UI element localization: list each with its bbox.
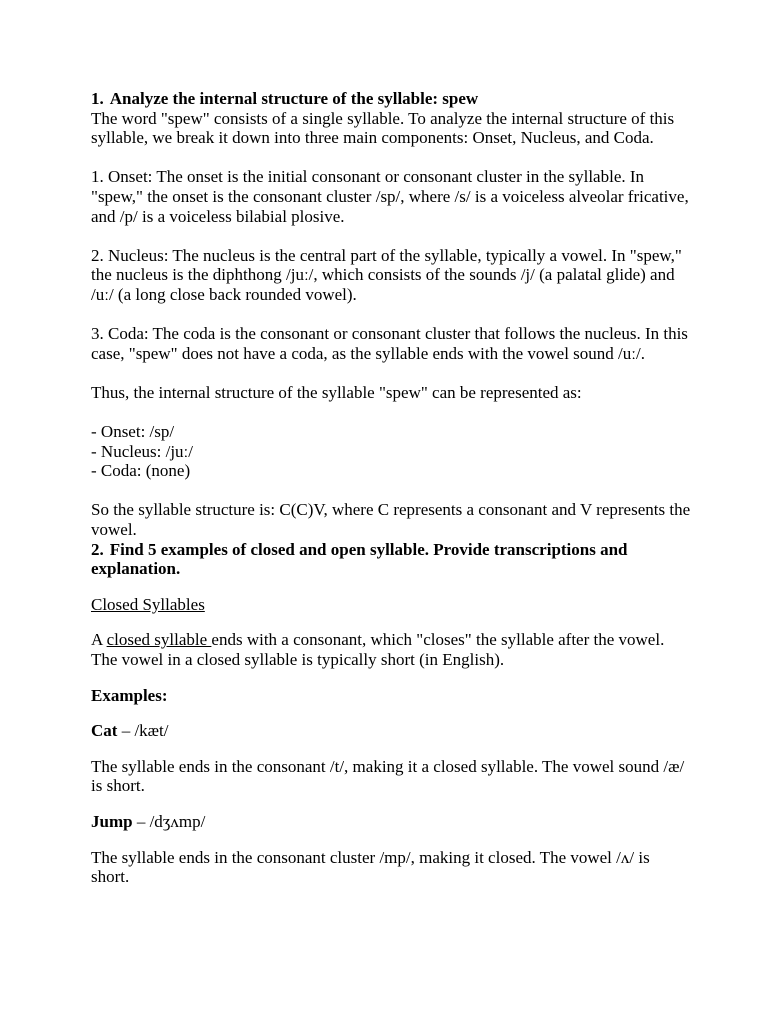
section2-heading-text: Find 5 examples of closed and open syllable. Provide transcriptions and explanation. [91,539,628,579]
coda-paragraph: 3. Coda: The coda is the consonant or consonant cluster that follows the nucleus. In this case, "spew" does not have a coda, as the syllable ends with the vowel sound /uː/. [91,324,688,363]
example-cat [91,721,691,741]
definition-term: closed syllable [106,630,212,650]
thus-paragraph: Thus, the internal structure of the syllable "spew" can be represented as: [91,382,582,402]
onset-paragraph: 1. Onset: The onset is the initial consonant or consonant cluster in the syllable. In "spew," the onset is the consonant cluster /sp/, where /s/ is a voiceless alveolar fricative, and /p/ is a voiceless bilabial plosive. [91,167,689,226]
summary-paragraph: So the syllable structure is: C(C)V, where C represents a consonant and V represents the vowel. [91,500,691,540]
list-item-onset: - Onset: /sp/ [91,422,175,442]
list-item-nucleus: - Nucleus: /juː/ [91,441,193,461]
nucleus-paragraph: 2. Nucleus: The nucleus is the central part of the syllable, typically a vowel. In "spew," the nucleus is the diphthong /juː/, which consists of the sounds /j/ (a palatal glide) and /uː/ (a long close back rounded vowel). [91,245,682,304]
document-page [91,89,691,887]
example-jump-transcription: – /dʒʌmp/ [132,812,206,831]
section1-heading [91,89,691,109]
section1-heading-text: Analyze the internal structure of the syllable: spew [109,89,479,108]
example-jump [91,812,691,832]
closed-syllables-subheading [91,595,691,615]
closed-syllables-subheading-text: Closed Syllables [91,594,205,614]
example-cat-transcription: – /kæt/ [117,721,169,741]
example-jump-explanation: The syllable ends in the consonant cluster /mp/, making it closed. The vowel /ʌ/ is short. [91,847,650,887]
list-item-coda: - Coda: (none) [91,461,191,481]
section1-number: 1. [91,89,104,108]
definition-rest: ends with a consonant, which "closes" the syllable after the vowel. The vowel in a closed syllable is typically short (in English). [91,630,665,670]
examples-label: Examples: [91,685,168,705]
section1-intro: The word "spew" consists of a single syllable. To analyze the internal structure of this syllable, we break it down into three main components: Onset, Nucleus, and Coda. [91,108,675,148]
example-jump-word: Jump [91,812,133,831]
closed-syllable-definition [91,630,691,669]
example-cat-word: Cat [91,721,118,741]
section2-number: 2. [91,539,104,559]
section2-heading [91,540,691,579]
example-cat-explanation: The syllable ends in the consonant /t/, making it a closed syllable. The vowel sound /æ/ is short. [91,756,685,796]
definition-prefix: A [91,630,107,650]
